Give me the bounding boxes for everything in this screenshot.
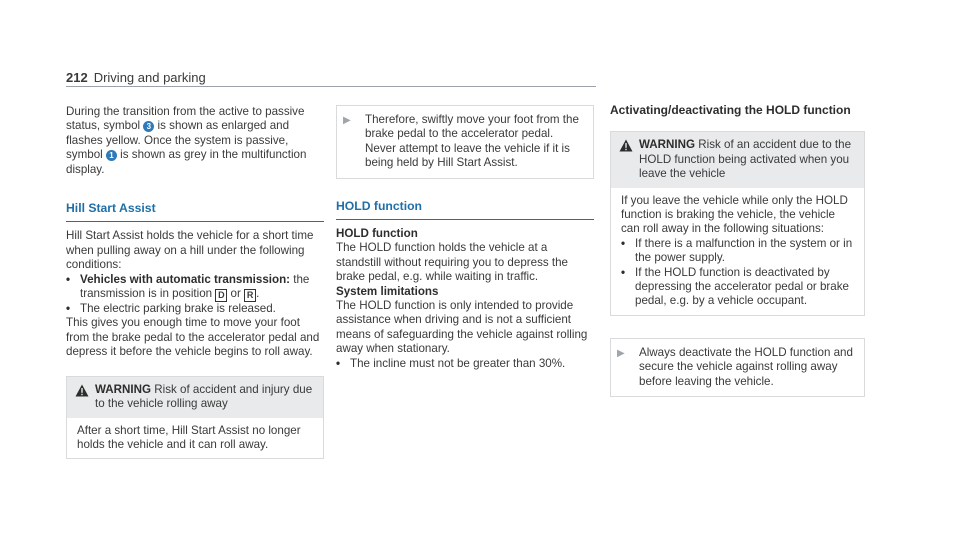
bullet-text: The incline must not be greater than 30%. [350, 356, 566, 370]
gear-r-icon: R [244, 289, 256, 302]
subheading-system-limitations: System limitations [336, 284, 439, 298]
hold-paragraph-1: The HOLD function holds the vehicle at a standstill without requiring you to depress the brake pedal, e.g. while waiting in traffic. [336, 241, 569, 284]
bullet-glyph: • [66, 302, 71, 316]
bullet-glyph: • [336, 356, 341, 370]
bullet-glyph: • [66, 272, 71, 286]
intro-paragraph [66, 105, 324, 177]
warning-label: WARNING [639, 138, 696, 152]
list-item [66, 302, 324, 316]
warning-header [611, 132, 864, 187]
section-title-hold-function: HOLD function [336, 199, 594, 220]
warning-triangle-icon [75, 384, 89, 397]
subheading-hold-function: HOLD function [336, 227, 418, 241]
header-rule [66, 86, 596, 87]
list-item [336, 357, 594, 371]
symbol-3-icon: 3 [143, 121, 154, 132]
warning-body: After a short time, Hill Start Assist no longer holds the vehicle and it can roll away. [77, 423, 301, 451]
note-text: Therefore, swiftly move your foot from the brake pedal to the accelerator pedal. Never attempt to leave the vehicle if it is being held by Hill Start Assist. [365, 113, 579, 170]
column-middle [336, 105, 594, 371]
warning-label: WARNING [95, 382, 152, 396]
hsa-paragraph-2: This gives you enough time to move your foot from the brake pedal to the accelerator pedal and depress it before the vehicle begins to roll away. [66, 316, 320, 359]
list-item [621, 266, 854, 309]
bullet-glyph: • [621, 265, 626, 279]
page-number: 212 [66, 70, 88, 85]
intro-text-1: During the transition from the active to passive status, symbol [66, 105, 305, 133]
note-box [610, 338, 865, 397]
warning-body [611, 188, 864, 315]
warning-box [66, 376, 324, 460]
hold-paragraph-2: The HOLD function is only intended to provide assistance when driving and is not a sufficient means of safeguarding the vehicle against rolling away when stationary. [336, 299, 588, 356]
note-arrow-icon: ▶ [617, 347, 625, 359]
section-title-hill-start-assist: Hill Start Assist [66, 201, 324, 222]
symbol-1-icon: 1 [106, 150, 117, 161]
note-text: Always deactivate the HOLD function and secure the vehicle against rolling away before leaving the vehicle. [639, 345, 853, 388]
warning-header [67, 377, 323, 418]
bullet-text: or [227, 287, 245, 301]
hsa-paragraph-1: Hill Start Assist holds the vehicle for a short time when pulling away on a hill under the following conditions: [66, 229, 314, 272]
bullet-text: the transmission is in position [80, 272, 310, 301]
list-item [66, 273, 324, 302]
bullet-text: The electric parking brake is released. [80, 302, 276, 316]
intro-text-3: is shown as grey in the multifunction display. [66, 148, 307, 176]
warning-head-text: Risk of an accident due to the HOLD function being activated when you leave the vehicle [639, 138, 852, 181]
bullet-bold-label: Vehicles with automatic transmission: [80, 272, 291, 286]
note-arrow-icon: ▶ [343, 115, 351, 126]
page-header-title: Driving and parking [93, 70, 206, 85]
list-item [621, 237, 854, 266]
intro-text-2: is shown as enlarged and flashes yellow. Once the system is passive, symbol [66, 119, 290, 162]
heading-activating-hold: Activating/deactivating the HOLD function [610, 103, 851, 117]
bullet-text: . [256, 287, 260, 301]
warning-triangle-icon [619, 139, 633, 152]
gear-d-icon: D [215, 289, 227, 302]
page-header [66, 70, 206, 85]
bullet-glyph: • [621, 236, 626, 250]
column-left [66, 105, 324, 459]
warning-body-text: If you leave the vehicle while only the HOLD function is braking the vehicle, the vehicle can roll away in the following situations: [621, 193, 848, 236]
column-right [610, 103, 865, 397]
bullet-text: If there is a malfunction in the system or in the power supply. [635, 236, 853, 265]
note-box [336, 105, 594, 179]
warning-box [610, 131, 865, 315]
bullet-text: If the HOLD function is deactivated by depressing the accelerator pedal or brake pedal, e.g. by a vehicle occupant. [635, 265, 849, 308]
warning-head-text: Risk of accident and injury due to the vehicle rolling away [95, 382, 313, 411]
